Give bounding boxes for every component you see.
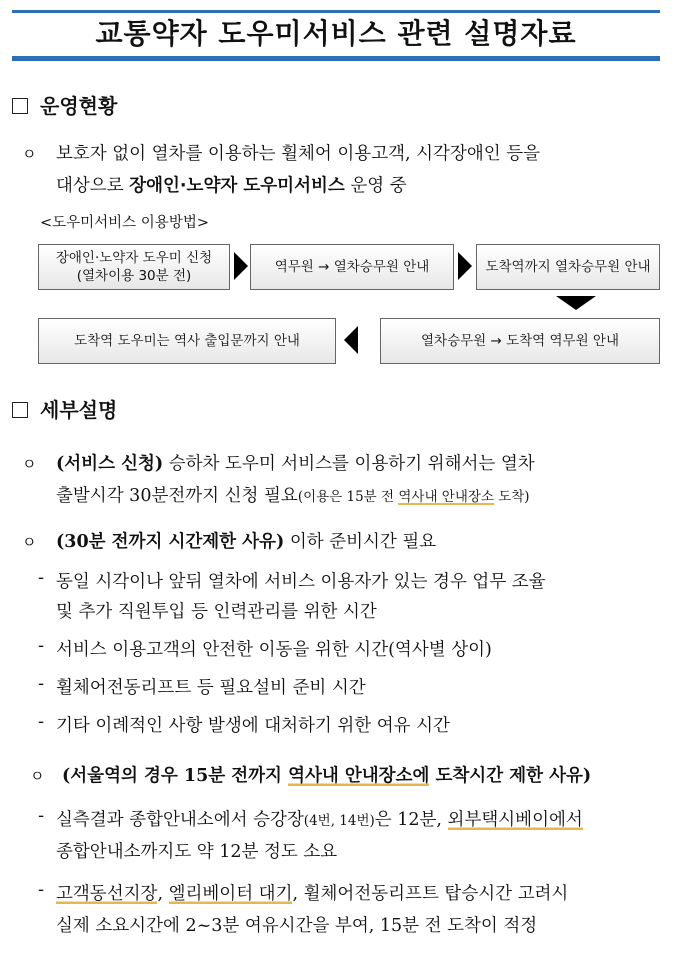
detail-d2-line: 서비스 이용고객의 안전한 이동을 위한 시간(역사별 상이) — [56, 640, 492, 660]
detail-p3-underlined: 역사내 안내장소에 — [288, 766, 430, 786]
title-bottom-rule — [12, 56, 660, 61]
section-heading-text: 세부설명 — [40, 398, 118, 422]
detail-d5-line-2: 종합안내소까지도 약 12분 정도 소요 — [56, 842, 338, 862]
detail-p1-bold: (서비스 신청) — [56, 454, 164, 474]
flow-arrow-down-icon — [556, 296, 596, 310]
detail-d1-line-1: 동일 시각이나 앞뒤 열차에 서비스 이용자가 있는 경우 업무 조율 — [56, 572, 546, 592]
detail-p1-line-1 — [56, 450, 535, 478]
flow-step-4-text: 열차승무원 → 도착역 역무원 안내 — [420, 333, 619, 349]
flow-step-1-line-2: (열차이용 30분 전) — [76, 268, 192, 284]
detail-p3-line — [62, 762, 591, 790]
detail-p3-c: 도착시간 제한 사유) — [429, 766, 592, 786]
flow-arrow-left-icon — [344, 326, 358, 354]
detail-d3-line: 휠체어전동리프트 등 필요설비 준비 시간 — [56, 678, 366, 698]
detail-d5-c: 은 12분, — [374, 810, 448, 830]
detail-p2-bold: (30분 전까지 시간제한 사유) — [56, 532, 285, 552]
flow-label: <도우미서비스 이용방법> — [40, 215, 209, 231]
detail-d6-line-1 — [56, 880, 568, 908]
flow-step-2-text: 역무원 → 열차승무원 안내 — [274, 259, 430, 275]
detail-p2-line — [56, 528, 436, 556]
detail-d1-line-2: 및 추가 직원투입 등 인력관리를 위한 시간 — [56, 602, 377, 622]
detail-d5-line-1 — [56, 806, 583, 835]
dash-bullet: - — [38, 806, 45, 826]
flow-arrow-right-icon — [234, 252, 248, 280]
square-bullet-icon — [12, 98, 28, 114]
flow-arrow-right-icon — [458, 252, 472, 280]
detail-d5-b: (4번, 14번) — [303, 813, 375, 829]
status-line-2-a: 대상으로 — [56, 176, 130, 196]
detail-d6-d: , 휠체어전동리프트 탑승시간 고려시 — [292, 884, 569, 904]
circle-bullet: ㅇ — [22, 145, 37, 163]
circle-bullet: ㅇ — [22, 533, 37, 551]
detail-d6-b: , — [157, 884, 169, 904]
detail-p1-l2-b: (이용은 15분 전 — [297, 489, 399, 505]
flow-step-4 — [380, 318, 660, 364]
square-bullet-icon — [12, 402, 28, 418]
flow-step-1 — [38, 244, 230, 290]
detail-p1-rest: 승하차 도우미 서비스를 이용하기 위해서는 열차 — [163, 454, 535, 474]
flow-step-3-text: 도착역까지 열차승무원 안내 — [485, 259, 651, 275]
status-line-2 — [56, 172, 407, 200]
circle-bullet: ㅇ — [30, 767, 45, 785]
dash-bullet: - — [38, 636, 45, 656]
detail-d6-underlined-2: 엘리베이터 대기 — [168, 884, 293, 904]
detail-p1-l2-underlined: 역사내 안내장소 — [398, 489, 494, 505]
detail-d5-underlined: 외부택시베이에서 — [447, 810, 583, 830]
flow-step-5 — [38, 318, 336, 364]
detail-d6-line-2: 실제 소요시간에 2~3분 여유시간을 부여, 15분 전 도착이 적정 — [56, 916, 538, 936]
detail-p1-l2-d: 도착) — [493, 489, 530, 505]
status-line-2-bold: 장애인·노약자 도우미서비스 — [129, 176, 345, 196]
flow-step-3 — [476, 244, 660, 290]
page-title: 교통약자 도우미서비스 관련 설명자료 — [95, 17, 577, 50]
detail-p3-a: (서울역의 경우 15분 전까지 — [62, 766, 289, 786]
flow-step-5-text: 도착역 도우미는 역사 출입문까지 안내 — [74, 333, 300, 349]
circle-bullet: ㅇ — [22, 455, 37, 473]
section-heading-details — [12, 396, 117, 424]
section-heading-status — [12, 92, 117, 120]
flow-step-1-line-1: 장애인·노약자 도우미 신청 — [55, 250, 213, 266]
detail-p1-l2-a: 출발시각 30분전까지 신청 필요 — [56, 486, 298, 506]
section-heading-text: 운영현황 — [40, 94, 118, 118]
dash-bullet: - — [38, 880, 45, 900]
detail-d5-a: 실측결과 종합안내소에서 승강장 — [56, 810, 304, 830]
detail-d6-underlined-1: 고객동선지장 — [56, 884, 158, 904]
status-line-1: 보호자 없이 열차를 이용하는 휠체어 이용고객, 시각장애인 등을 — [56, 144, 541, 164]
title-top-rule — [12, 10, 660, 13]
detail-d4-line: 기타 이례적인 사항 발생에 대처하기 위한 여유 시간 — [56, 716, 450, 736]
detail-p2-rest: 이하 준비시간 필요 — [284, 532, 437, 552]
flow-step-2 — [250, 244, 454, 290]
detail-p1-line-2 — [56, 482, 530, 511]
dash-bullet: - — [38, 712, 45, 732]
dash-bullet: - — [38, 674, 45, 694]
dash-bullet: - — [38, 568, 45, 588]
status-line-2-c: 운영 중 — [344, 176, 407, 196]
